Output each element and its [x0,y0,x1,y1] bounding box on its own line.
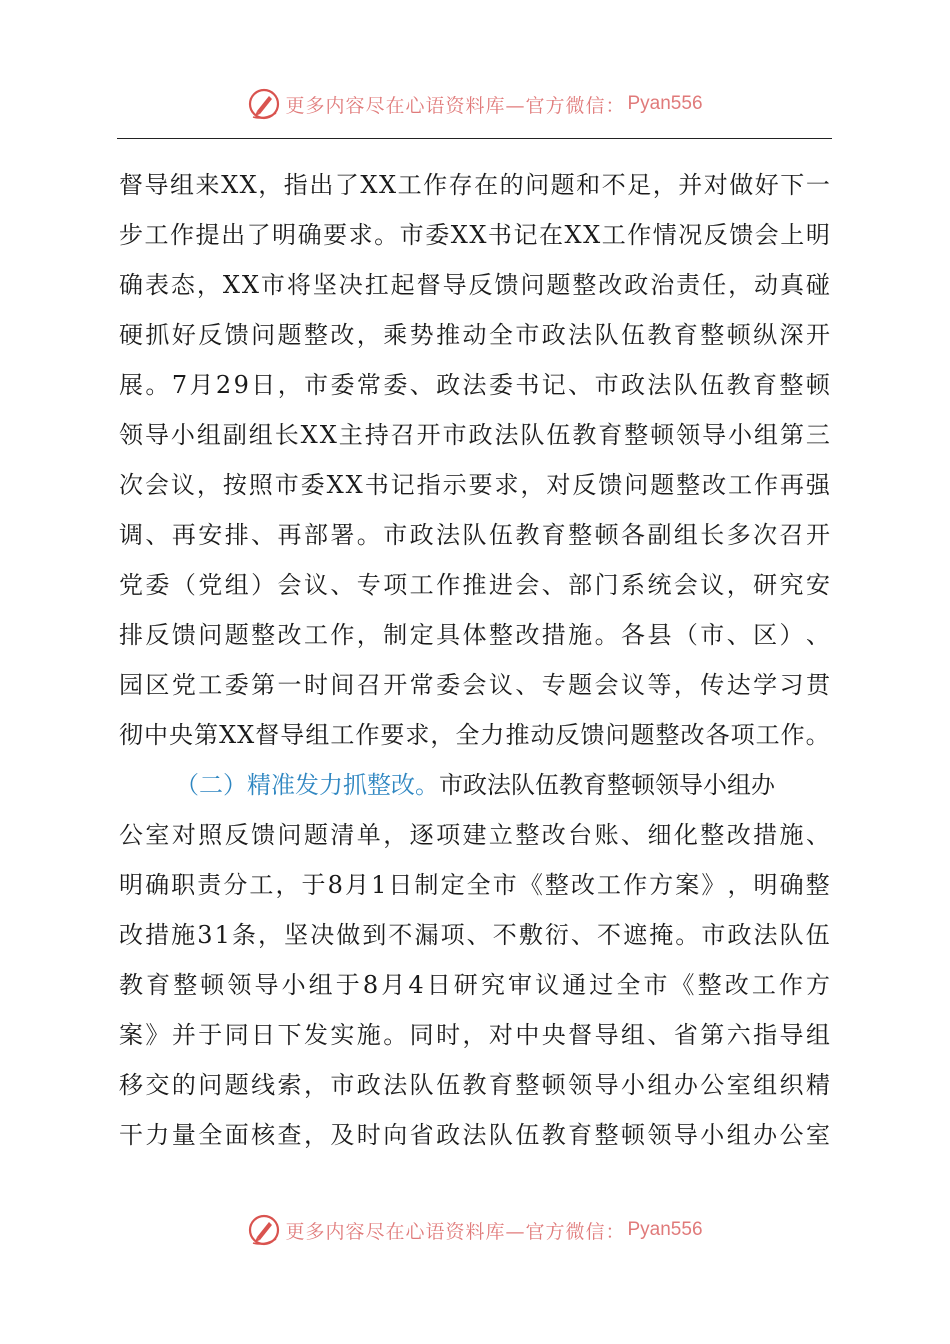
text-line: 展 。 7 月 2 9 日 ， 市 委 常 委 、 政 法 委 书 记 、 市 政 法 队 伍 教 育 整 顿 [119,371,830,399]
header-watermark [0,84,950,124]
text-line: 次 会 议 ， 按 照 市 委 X X 书 记 指 示 要 求 ， 对 反 馈 问 题 整 改 工 作 再 强 [119,471,830,499]
text-line: 公 室 对 照 反 馈 问 题 清 单 ， 逐 项 建 立 整 改 台 账 、 细 化 整 改 措 施 、 [119,821,830,849]
text-line: 步 工 作 提 出 了 明 确 要 求 。 市 委 X X 书 记 在 X X 工 作 情 况 反 馈 会 上 明 [119,221,830,249]
text-line: 改 措 施 3 1 条 ， 坚 决 做 到 不 漏 项 、 不 敷 衍 、 不 遮 掩 。 市 政 法 队 伍 [119,921,830,949]
text-line: 领 导 小 组 副 组 长 X X 主 持 召 开 市 政 法 队 伍 教 育 整 顿 领 导 小 组 第 三 [119,421,830,449]
text-line: 排 反 馈 问 题 整 改 工 作 ， 制 定 具 体 整 改 措 施 。 各 县 （ 市 、 区 ） 、 [119,621,830,649]
text-line: 教 育 整 顿 领 导 小 组 于 8 月 4 日 研 究 审 议 通 过 全 市 《 整 改 工 作 方 [119,971,830,999]
text-line: 园 区 党 工 委 第 一 时 间 召 开 常 委 会 议 、 专 题 会 议 等 ， 传 达 学 习 贯 [119,671,830,699]
text-line: 调 、 再 安 排 、 再 部 署 。 市 政 法 队 伍 教 育 整 顿 各 副 组 长 多 次 召 开 [119,521,830,549]
text-line: 彻 中 央 第 X X 督 导 组 工 作 要 求 ， 全 力 推 动 反 馈 问 题 整 改 各 项 工 作 。 [119,721,830,749]
watermark-text: 更多内容尽在心语资料库—官方微信： [285,94,626,117]
text-line: 干 力 量 全 面 核 查 ， 及 时 向 省 政 法 队 伍 教 育 整 顿 领 导 小 组 办 公 室 [119,1121,830,1149]
text-line: 确 表 态 ， X X 市 将 坚 决 扛 起 督 导 反 馈 问 题 整 改 政 治 责 任 ， 动 真 碰 [119,271,830,299]
section-heading: （二）精准发力抓整改。 [175,771,439,799]
text-line: 明 确 职 责 分 工 ， 于 8 月 1 日 制 定 全 市 《 整 改 工 作 方 案 》 ， 明 确 整 [119,871,830,899]
footer-watermark [0,1210,950,1250]
pen-logo-icon [247,87,281,121]
watermark-wechat-id: Pyan556 [627,93,703,114]
text-line: 硬 抓 好 反 馈 问 题 整 改 ， 乘 势 推 动 全 市 政 法 队 伍 教 育 整 顿 纵 深 开 [119,321,830,349]
text-line: 案 》 并 于 同 日 下 发 实 施 。 同 时 ， 对 中 央 督 导 组 、 省 第 六 指 导 组 [119,1021,830,1049]
text-line-with-heading [119,760,830,810]
text-line: 督 导 组 来 X X ， 指 出 了 X X 工 作 存 在 的 问 题 和 不 足 ， 并 对 做 好 下 一 [119,171,830,199]
pen-logo-icon [247,1213,281,1247]
text-line: 移 交 的 问 题 线 索 ， 市 政 法 队 伍 教 育 整 顿 领 导 小 组 办 公 室 组 织 精 [119,1071,830,1099]
watermark-text: 更多内容尽在心语资料库—官方微信： [285,1220,626,1243]
heading-line-rest: 市政法队伍教育整顿领导小组办 [439,771,775,799]
document-body [119,160,830,1160]
paragraph-2 [119,760,830,1160]
text-line: 党 委 （ 党 组 ） 会 议 、 专 项 工 作 推 进 会 、 部 门 系 统 会 议 ， 研 究 安 [119,571,830,599]
header-divider [117,138,832,139]
watermark-wechat-id: Pyan556 [627,1219,703,1240]
paragraph-1 [119,160,830,760]
